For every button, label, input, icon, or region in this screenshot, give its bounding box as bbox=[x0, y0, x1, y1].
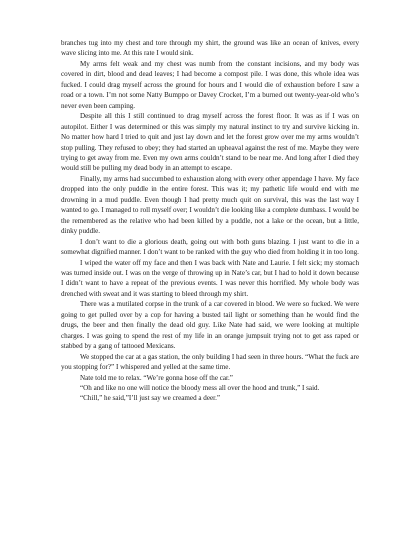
paragraph: There was a mutilated corpse in the trunk of a car covered in blood. We were so fucked. We were going to get pulled over by a cop for having a busted tail light or something than he would find the drugs, the beer and then finally the dead old guy. Like Nate had said, we were looking at multiple charges. I was going to spend the rest of my life in an orange jumpsuit trying not to get ass raped or stabbed by a gang of tattooed Mexicans. bbox=[61, 300, 359, 351]
document-page bbox=[61, 38, 359, 404]
paragraph: branches tug into my chest and tore through my shirt, the ground was like an ocean of knives, every wave slicing into me. At this rate I would sink. bbox=[61, 39, 359, 58]
paragraph: I wiped the water off my face and then I was back with Nate and Laurie. I felt sick; my stomach was turned inside out. I was on the verge of throwing up in Nate’s car, but I had to hold it down because I didn’t want to have a repeat of the previous events. I was never this horrified. My whole body was drenched with sweat and it was starting to bleed through my shirt. bbox=[61, 258, 359, 298]
paragraph: We stopped the car at a gas station, the only building I had seen in three hours. “What the fuck are you stopping for?” I whispered and yelled at the same time. bbox=[61, 352, 359, 372]
paragraph: “Oh and like no one will notice the bloody mess all over the hood and trunk,” I said. bbox=[80, 383, 320, 392]
paragraph: Despite all this I still continued to drag myself across the forest floor. It was as if I was on autopilot. Either I was determined or this was simply my natural instinct to try and survive kicking in. No matter how hard I tried to quit and just lay down and let the forest grow over me my arms wouldn’t stop pulling. They refused to obey; they had started an upheaval against the rest of me. Maybe they were trying to get away from me. Even my own arms couldn’t stand to be near me. And long after I died they would still be pulling my dead body in an attempt to escape. bbox=[61, 112, 359, 173]
paragraph: My arms felt weak and my chest was numb from the constant incisions, and my body was covered in dirt, blood and dead leaves; I had become a compost pile. I was done, this whole idea was fucked. I could drag myself across the ground for hours and I would die of exhaustion before I saw a road or a town. I’m not some Natty Bumppo or Davey Crocket, I’m a burned out twenty-year-old who’s never even been camping. bbox=[61, 59, 359, 110]
paragraph: Nate told me to relax. “We’re gonna hose off the car.” bbox=[80, 373, 233, 382]
paragraph: “Chill,” he said,”I’ll just say we creamed a deer.” bbox=[80, 394, 221, 403]
paragraph: I don’t want to die a glorious death, going out with both guns blazing. I just want to die in a somewhat dignified manner. I don’t want to be ranked with the guy who died from holding it in too long. bbox=[61, 237, 359, 257]
paragraph: Finally, my arms had succumbed to exhaustion along with every other appendage I have. My face dropped into the only puddle in the entire forest. This was it; my pathetic life would end with me drowning in a mud puddle. Even though I had pretty much quit on survival, this was the last way I wanted to go. I managed to roll myself over; I wouldn’t die looking like a complete dumbass. I would be the remembered as the relative who had been killed by a puddle, not a lake or the ocean, but a little, dinky puddle. bbox=[61, 174, 359, 236]
